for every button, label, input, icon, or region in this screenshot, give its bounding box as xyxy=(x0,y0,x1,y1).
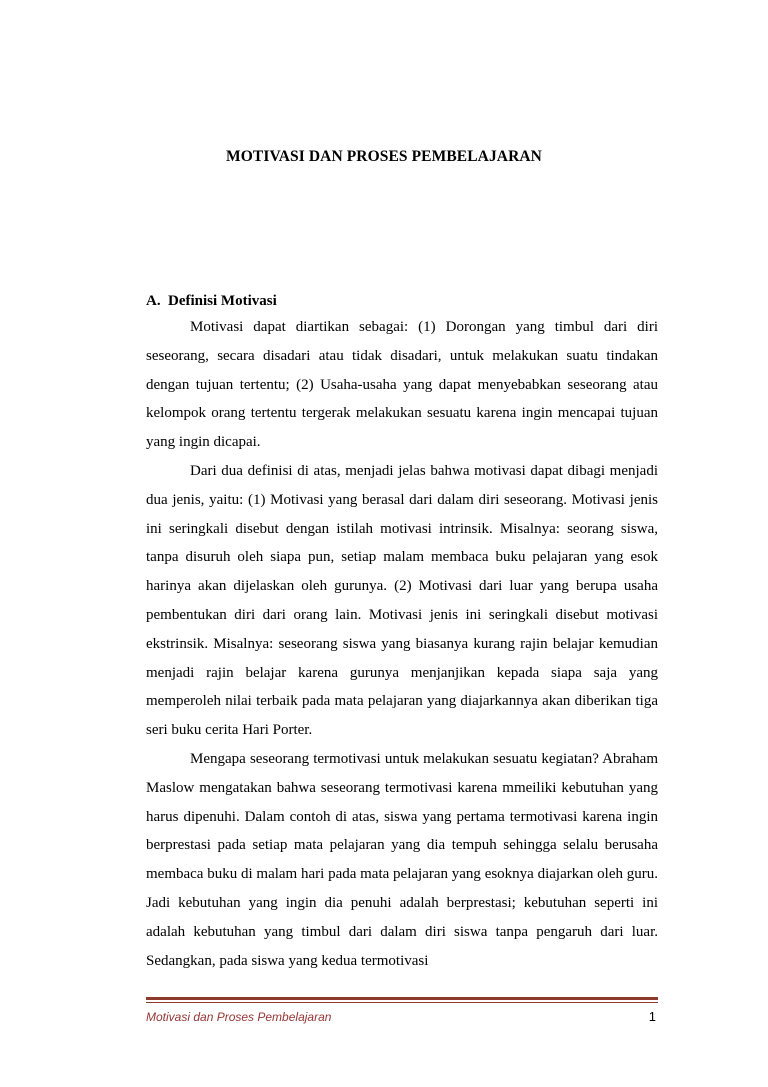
section-heading-text: Definisi Motivasi xyxy=(168,293,277,309)
paragraph: Motivasi dapat diartikan sebagai: (1) Dorongan yang timbul dari diri seseorang, secara disadari atau tidak disadari, untuk melakukan suatu tindakan dengan tujuan tertentu; (2) Usaha-usaha yang dapat menyebabkan seseorang atau kelompok orang tertentu tergerak melakukan sesuatu karena ingin mencapai tujuan yang ingin dicapai. xyxy=(146,319,658,451)
footer-rule xyxy=(146,997,658,1000)
section-heading xyxy=(146,290,658,313)
page-title: MOTIVASI DAN PROSES PEMBELAJARAN xyxy=(226,148,542,165)
footer-title: Motivasi dan Proses Pembelajaran xyxy=(146,1010,332,1024)
section-number: A. xyxy=(146,293,161,309)
paragraph: Dari dua definisi di atas, menjadi jelas bahwa motivasi dapat dibagi menjadi dua jenis, yaitu: (1) Motivasi yang berasal dari dalam diri seseorang. Motivasi jenis ini seringkali disebut dengan istilah motivasi intrinsik. Misalnya: seorang siswa, tanpa disuruh oleh siapa pun, setiap malam membaca buku pelajaran yang esok harinya akan dijelaskan oleh gurunya. (2) Motivasi dari luar yang berupa usaha pembentukan diri dari orang lain. Motivasi jenis ini seringkali disebut motivasi ekstrinsik. Misalnya: seseorang siswa yang biasanya kurang rajin belajar kemudian menjadi rajin belajar karena gurunya menjanjikan kepada siapa saja yang memperoleh nilai terbaik pada mata pelajaran yang diajarkannya akan diberikan tiga seri buku cerita Hari Porter. xyxy=(146,462,658,739)
page-number: 1 xyxy=(648,1009,656,1024)
footer-rule-thin xyxy=(146,1002,658,1003)
paragraph: Mengapa seseorang termotivasi untuk melakukan sesuatu kegiatan? Abraham Maslow mengatakan bahwa seseorang termotivasi karena mmeiliki kebutuhan yang harus dipenuhi. Dalam contoh di atas, siswa yang pertama termotivasi karena ingin berprestasi pada setiap mata pelajaran yang dia tempuh sehingga selalu berusaha membaca buku di malam hari pada mata pelajaran yang esoknya diajarkan oleh guru. Jadi kebutuhan yang ingin dia penuhi adalah berprestasi; kebutuhan seperti ini adalah kebutuhan yang timbul dari dalam diri siswa tanpa pengaruh dari luar. Sedangkan, pada siswa yang kedua termotivasi xyxy=(146,750,658,969)
section-definisi-motivasi xyxy=(146,290,658,975)
